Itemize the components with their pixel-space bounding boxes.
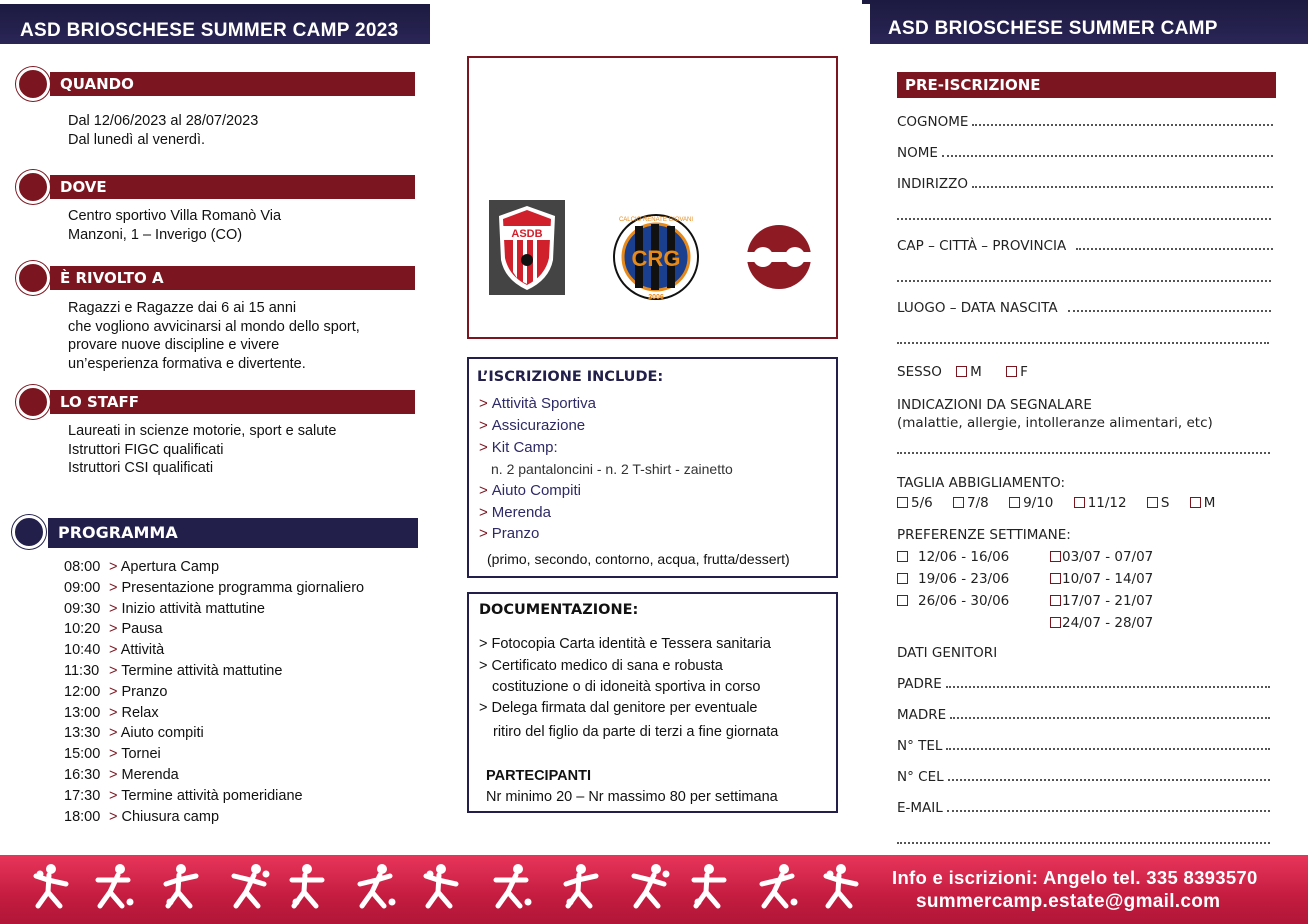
schedule-marker: > bbox=[109, 746, 122, 763]
iscrizione-marker: > bbox=[479, 482, 488, 499]
schedule-time: 16:30 bbox=[64, 767, 101, 783]
settimana-label: 10/07 - 14/07 bbox=[1062, 571, 1154, 587]
doc-line: > Fotocopia Carta identità e Tessera sanitaria bbox=[479, 636, 771, 652]
schedule-time: 13:00 bbox=[64, 704, 101, 721]
settimana-label: 24/07 - 28/07 bbox=[1062, 615, 1154, 631]
iscrizione-item-label: Attività Sportiva bbox=[491, 395, 596, 412]
schedule-activity: Termine attività pomeridiane bbox=[121, 787, 303, 804]
settimana-label: 26/06 - 30/06 bbox=[918, 593, 1010, 609]
crg-logo-year: 2006 bbox=[648, 294, 664, 301]
athlete-icon bbox=[160, 862, 200, 912]
programma-heading: PROGRAMMA bbox=[48, 518, 418, 548]
iscrizione-box bbox=[467, 357, 838, 578]
padre-field[interactable] bbox=[897, 676, 1270, 692]
padre-label: PADRE bbox=[897, 676, 942, 692]
sesso-m-checkbox[interactable] bbox=[956, 366, 967, 377]
settimana-checkbox[interactable] bbox=[897, 551, 908, 562]
iscrizione-item-label: Pranzo bbox=[491, 525, 540, 542]
schedule-marker: > bbox=[109, 787, 122, 804]
schedule-time: 13:30 bbox=[64, 725, 101, 742]
settimana-checkbox[interactable] bbox=[1050, 595, 1061, 606]
sesso-f-option[interactable] bbox=[1006, 364, 1028, 380]
crg-logo-text: CRG bbox=[631, 246, 681, 271]
schedule-row bbox=[64, 745, 161, 763]
schedule-marker: > bbox=[109, 704, 122, 721]
asdb-logo-text: ASDB bbox=[511, 228, 543, 240]
quando-heading: QUANDO bbox=[50, 72, 415, 96]
indirizzo-field[interactable] bbox=[897, 176, 1273, 192]
schedule-activity: Relax bbox=[121, 704, 159, 721]
schedule-activity: Pausa bbox=[121, 621, 163, 638]
dove-bullet bbox=[16, 170, 50, 204]
iscrizione-title: L’ISCRIZIONE INCLUDE: bbox=[477, 369, 664, 385]
schedule-activity: Termine attività mattutine bbox=[121, 663, 283, 679]
iscrizione-item bbox=[479, 416, 585, 436]
schedule-marker: > bbox=[109, 808, 122, 825]
footer-email[interactable]: summercamp.estate@gmail.com bbox=[916, 891, 1221, 912]
schedule-time: 10:20 bbox=[64, 621, 101, 638]
taglia-option[interactable] bbox=[1147, 495, 1170, 511]
schedule-row bbox=[64, 808, 219, 826]
staff-bullet bbox=[16, 385, 50, 419]
sesso-f-label: F bbox=[1020, 364, 1028, 380]
crg-logo-ring-text: CALCIO RENATE GIOVANI bbox=[618, 217, 694, 223]
genitori-label: DATI GENITORI bbox=[897, 645, 998, 661]
taglia-checkbox[interactable] bbox=[953, 497, 964, 508]
schedule-row bbox=[64, 787, 303, 805]
staff-line: Istruttori CSI qualificati bbox=[68, 460, 214, 476]
indicazioni-line[interactable] bbox=[897, 452, 1270, 454]
iscrizione-item-label: Aiuto Compiti bbox=[491, 482, 581, 499]
schedule-marker: > bbox=[109, 642, 121, 659]
settimana-checkbox[interactable] bbox=[897, 595, 908, 606]
schedule-activity: Inizio attività mattutine bbox=[121, 600, 265, 617]
settimana-label: 17/07 - 21/07 bbox=[1062, 593, 1154, 609]
asdb-logo bbox=[489, 200, 565, 295]
athlete-icon bbox=[820, 862, 860, 912]
schedule-row bbox=[64, 620, 163, 638]
iscrizione-item bbox=[479, 524, 539, 544]
schedule-activity: Pranzo bbox=[121, 683, 168, 700]
luogo-extra-line[interactable] bbox=[897, 342, 1269, 344]
iscrizione-item-label: Assicurazione bbox=[491, 417, 586, 434]
settimana-option[interactable] bbox=[897, 549, 1009, 565]
athlete-icon bbox=[628, 862, 668, 912]
schedule-row bbox=[64, 683, 167, 701]
schedule-marker: > bbox=[109, 559, 121, 575]
taglia-options bbox=[897, 495, 1215, 511]
madre-label: MADRE bbox=[897, 707, 947, 723]
schedule-activity: Tornei bbox=[121, 746, 161, 763]
madre-field[interactable] bbox=[897, 707, 1270, 723]
nome-label: NOME bbox=[897, 145, 938, 161]
staff-text bbox=[68, 422, 336, 478]
schedule-activity: Presentazione programma giornaliero bbox=[121, 579, 365, 596]
taglia-label: TAGLIA ABBIGLIAMENTO: bbox=[897, 475, 1066, 491]
schedule-marker: > bbox=[109, 683, 122, 700]
schedule-time: 10:40 bbox=[64, 642, 101, 659]
rivolto-line: che vogliono avvicinarsi al mondo dello sport, bbox=[68, 318, 360, 335]
schedule-marker: > bbox=[109, 767, 122, 783]
doc-line: > Delega firmata dal genitore per eventuale bbox=[479, 700, 758, 716]
cap-label: CAP – CITTÀ – PROVINCIA bbox=[897, 238, 1067, 254]
crg-logo bbox=[611, 212, 701, 302]
taglia-checkbox[interactable] bbox=[1074, 497, 1085, 508]
cap-extra-line[interactable] bbox=[897, 280, 1271, 282]
cap-field[interactable] bbox=[897, 238, 1273, 254]
iscrizione-marker: > bbox=[479, 504, 488, 521]
rivolto-text bbox=[68, 299, 360, 373]
iscrizione-item bbox=[479, 481, 581, 501]
schedule-row bbox=[64, 641, 164, 659]
rivolto-line: Ragazzi e Ragazze dai 6 ai 15 anni bbox=[68, 300, 297, 316]
indirizzo-extra-line[interactable] bbox=[897, 218, 1271, 220]
athlete-icon bbox=[560, 862, 600, 912]
rivolto-line: un’esperienza formativa e divertente. bbox=[68, 355, 306, 372]
kit-detail: n. 2 pantaloncini - n. 2 T-shirt - zainetto bbox=[491, 461, 733, 477]
cognome-label: COGNOME bbox=[897, 114, 969, 130]
nome-field[interactable] bbox=[897, 145, 1273, 161]
csi-logo bbox=[739, 222, 819, 292]
logo-box bbox=[467, 56, 838, 339]
staff-line: Istruttori FIGC qualificati bbox=[68, 441, 224, 458]
programma-bullet bbox=[12, 515, 46, 549]
taglia-option-label: 7/8 bbox=[967, 495, 989, 511]
cel-field[interactable] bbox=[897, 769, 1270, 785]
email-extra-line[interactable] bbox=[897, 842, 1270, 844]
sesso-m-option[interactable] bbox=[956, 364, 982, 380]
settimana-label: 03/07 - 07/07 bbox=[1062, 549, 1154, 565]
taglia-checkbox[interactable] bbox=[897, 497, 908, 508]
settimana-checkbox[interactable] bbox=[897, 573, 908, 584]
schedule-activity: Chiusura camp bbox=[121, 808, 220, 825]
indicazioni-sublabel: (malattie, allergie, intolleranze alimentari, etc) bbox=[897, 415, 1213, 431]
documentazione-title: DOCUMENTAZIONE: bbox=[479, 602, 639, 618]
schedule-time: 15:00 bbox=[64, 746, 101, 763]
schedule-marker: > bbox=[109, 725, 121, 742]
form-title: PRE-ISCRIZIONE bbox=[897, 72, 1276, 98]
schedule-row bbox=[64, 579, 364, 597]
schedule-time: 08:00 bbox=[64, 559, 101, 575]
header-gap bbox=[430, 4, 870, 44]
taglia-option-label: S bbox=[1160, 495, 1170, 511]
doc-line: > Certificato medico di sana e robusta bbox=[479, 658, 723, 674]
iscrizione-item-label: Merenda bbox=[491, 504, 551, 521]
luogo-label: LUOGO – DATA NASCITA bbox=[897, 300, 1058, 316]
settimana-checkbox[interactable] bbox=[1050, 573, 1061, 584]
athlete-icon bbox=[420, 862, 460, 912]
staff-line: Laureati in scienze motorie, sport e salute bbox=[68, 423, 337, 439]
sesso-m-label: M bbox=[970, 364, 982, 380]
athlete-icon bbox=[756, 862, 796, 912]
dove-line: Manzoni, 1 – Inverigo (CO) bbox=[68, 226, 243, 243]
taglia-option-label: 5/6 bbox=[911, 495, 933, 511]
schedule-marker: > bbox=[109, 621, 122, 638]
iscrizione-marker: > bbox=[479, 525, 488, 542]
schedule-time: 09:30 bbox=[64, 600, 101, 617]
taglia-option-label: M bbox=[1203, 495, 1216, 511]
quando-bullet bbox=[16, 67, 50, 101]
quando-line: Dal lunedì al venerdì. bbox=[68, 131, 206, 148]
schedule-activity: Apertura Camp bbox=[120, 559, 220, 575]
settimana-option[interactable] bbox=[897, 571, 1009, 587]
staff-heading: LO STAFF bbox=[50, 390, 415, 414]
schedule-activity: Attività bbox=[120, 642, 165, 659]
taglia-option-label: 9/10 bbox=[1023, 495, 1054, 511]
taglia-option[interactable] bbox=[1190, 495, 1216, 511]
settimana-option[interactable] bbox=[897, 593, 1009, 609]
email-label: E-MAIL bbox=[897, 800, 943, 816]
left-title: ASD BRIOSCHESE SUMMER CAMP 2023 bbox=[20, 20, 399, 41]
tel-label: N° TEL bbox=[897, 738, 943, 754]
settimana-label: 12/06 - 16/06 bbox=[918, 549, 1010, 565]
schedule-time: 12:00 bbox=[64, 683, 101, 700]
dove-heading: DOVE bbox=[50, 175, 415, 199]
sesso-f-checkbox[interactable] bbox=[1006, 366, 1017, 377]
settimana-checkbox[interactable] bbox=[1050, 617, 1061, 628]
schedule-time: 18:00 bbox=[64, 808, 101, 825]
pranzo-detail: (primo, secondo, contorno, acqua, frutta/dessert) bbox=[487, 551, 790, 567]
settimana-option[interactable] bbox=[1050, 593, 1153, 609]
taglia-checkbox[interactable] bbox=[1190, 497, 1201, 508]
rivolto-bullet bbox=[16, 261, 50, 295]
quando-line: Dal 12/06/2023 al 28/07/2023 bbox=[68, 113, 259, 129]
settimana-option[interactable] bbox=[1050, 549, 1153, 565]
athlete-icon bbox=[228, 862, 268, 912]
iscrizione-marker: > bbox=[479, 417, 488, 434]
schedule-time: 09:00 bbox=[64, 579, 101, 596]
luogo-field[interactable] bbox=[897, 300, 1271, 316]
iscrizione-item bbox=[479, 503, 551, 523]
athlete-icon bbox=[286, 862, 326, 912]
iscrizione-item bbox=[479, 394, 596, 414]
schedule-marker: > bbox=[109, 600, 122, 617]
schedule-row bbox=[64, 662, 282, 680]
partecipanti-title: PARTECIPANTI bbox=[486, 768, 591, 784]
sesso-row bbox=[897, 364, 1028, 380]
cel-label: N° CEL bbox=[897, 769, 944, 785]
iscrizione-item bbox=[479, 438, 558, 458]
dove-text bbox=[68, 207, 281, 244]
taglia-checkbox[interactable] bbox=[1147, 497, 1158, 508]
indirizzo-label: INDIRIZZO bbox=[897, 176, 968, 192]
partecipanti-text: Nr minimo 20 – Nr massimo 80 per settimana bbox=[486, 789, 778, 805]
iscrizione-marker: > bbox=[479, 395, 488, 412]
doc-line: ritiro del figlio da parte di terzi a fine giornata bbox=[493, 724, 779, 740]
preferenze-label: PREFERENZE SETTIMANE: bbox=[897, 527, 1071, 543]
athlete-icon bbox=[92, 862, 132, 912]
schedule-marker: > bbox=[109, 663, 122, 679]
schedule-marker: > bbox=[109, 579, 122, 596]
schedule-time: 11:30 bbox=[64, 663, 100, 679]
schedule-row bbox=[64, 766, 179, 784]
athlete-icon bbox=[490, 862, 530, 912]
sesso-label: SESSO bbox=[897, 364, 942, 380]
email-field[interactable] bbox=[897, 800, 1270, 816]
taglia-option[interactable] bbox=[953, 495, 989, 511]
schedule-row bbox=[64, 704, 159, 722]
settimana-option[interactable] bbox=[1050, 571, 1153, 587]
quando-text bbox=[68, 112, 258, 149]
cognome-field[interactable] bbox=[897, 114, 1273, 130]
right-title: ASD BRIOSCHESE SUMMER CAMP bbox=[888, 18, 1218, 39]
rivolto-heading: È RIVOLTO A bbox=[50, 266, 415, 290]
settimana-option[interactable] bbox=[1050, 615, 1153, 631]
taglia-option-label: 11/12 bbox=[1087, 495, 1127, 511]
settimana-checkbox[interactable] bbox=[1050, 551, 1061, 562]
athlete-icon bbox=[30, 862, 70, 912]
iscrizione-item-label: Kit Camp: bbox=[491, 439, 558, 456]
taglia-option[interactable] bbox=[1074, 495, 1127, 511]
schedule-activity: Aiuto compiti bbox=[120, 725, 204, 742]
indicazioni-label: INDICAZIONI DA SEGNALARE bbox=[897, 397, 1092, 413]
documentazione-box bbox=[467, 592, 838, 813]
schedule-row bbox=[64, 600, 265, 618]
schedule-row bbox=[64, 724, 204, 742]
doc-line: costituzione o di idoneità sportiva in corso bbox=[492, 679, 761, 695]
athlete-icon bbox=[688, 862, 728, 912]
schedule-activity: Merenda bbox=[121, 767, 179, 783]
schedule-row bbox=[64, 558, 219, 576]
iscrizione-marker: > bbox=[479, 439, 488, 456]
taglia-option[interactable] bbox=[897, 495, 933, 511]
athlete-icon bbox=[354, 862, 394, 912]
taglia-checkbox[interactable] bbox=[1009, 497, 1020, 508]
footer-info: Info e iscrizioni: Angelo tel. 335 8393570 bbox=[892, 867, 1258, 888]
rivolto-line: provare nuove discipline e vivere bbox=[68, 337, 280, 353]
tel-field[interactable] bbox=[897, 738, 1270, 754]
taglia-option[interactable] bbox=[1009, 495, 1053, 511]
settimana-label: 19/06 - 23/06 bbox=[918, 571, 1010, 587]
schedule-time: 17:30 bbox=[64, 787, 101, 804]
dove-line: Centro sportivo Villa Romanò Via bbox=[68, 208, 282, 224]
